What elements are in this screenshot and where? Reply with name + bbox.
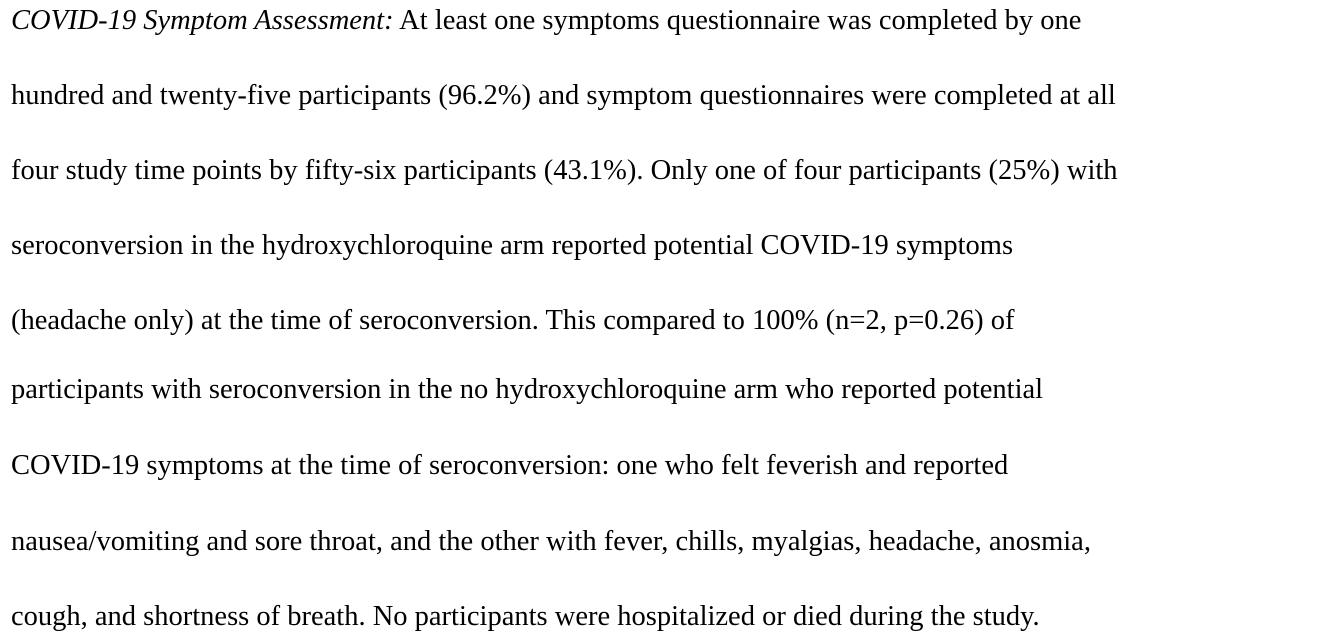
paragraph-line-6: participants with seroconversion in the no hydroxychloroquine arm who reported potential	[11, 374, 1044, 405]
paragraph-line-7: COVID-19 symptoms at the time of seroconversion: one who felt feverish and reported	[11, 450, 1009, 481]
section-heading: COVID-19 Symptom Assessment:	[11, 5, 394, 36]
paragraph-line-1	[11, 7, 1081, 36]
line-text: At least one symptoms questionnaire was completed by one	[393, 5, 1082, 36]
paragraph-line-4: seroconversion in the hydroxychloroquine arm reported potential COVID-19 symptoms	[11, 230, 1014, 261]
paragraph-line-8: nausea/vomiting and sore throat, and the other with fever, chills, myalgias, headache, anosmia,	[11, 526, 1091, 557]
paragraph-line-5: (headache only) at the time of seroconversion. This compared to 100% (n=2, p=0.26) of	[11, 305, 1015, 336]
paragraph-line-2: hundred and twenty-five participants (96.2%) and symptom questionnaires were completed at all	[11, 80, 1116, 111]
paragraph-line-9: cough, and shortness of breath. No participants were hospitalized or died during the study.	[11, 601, 1040, 632]
paragraph-line-3: four study time points by fifty-six participants (43.1%). Only one of four participants (25%) with	[11, 155, 1118, 186]
